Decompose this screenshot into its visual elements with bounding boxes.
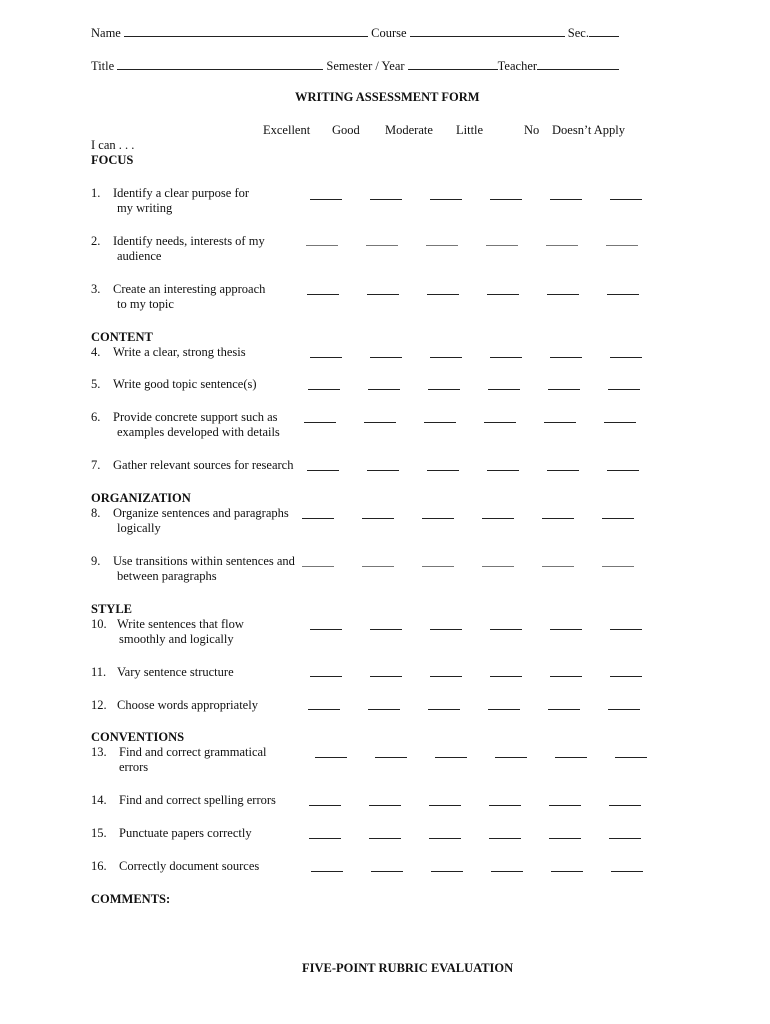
item-text-line2: between paragraphs bbox=[117, 569, 217, 583]
list-item bbox=[91, 506, 289, 536]
item-text-line2: smoothly and logically bbox=[119, 632, 234, 646]
title-field[interactable] bbox=[117, 57, 323, 70]
list-item bbox=[91, 826, 252, 841]
rating-blank[interactable] bbox=[495, 757, 527, 758]
item-text-line1: Find and correct spelling errors bbox=[119, 793, 276, 807]
rating-blank[interactable] bbox=[607, 294, 639, 295]
item-number: 12. bbox=[91, 698, 107, 712]
rating-blank[interactable] bbox=[366, 245, 398, 246]
rating-blank[interactable] bbox=[610, 629, 642, 630]
intro-text: I can . . . bbox=[91, 138, 135, 152]
rating-blank[interactable] bbox=[429, 805, 461, 806]
rating-blank[interactable] bbox=[370, 676, 402, 677]
list-item bbox=[91, 234, 265, 264]
item-number: 16. bbox=[91, 859, 107, 873]
rating-blank[interactable] bbox=[368, 389, 400, 390]
item-number: 10. bbox=[91, 617, 107, 631]
rating-blank[interactable] bbox=[489, 805, 521, 806]
rating-blank[interactable] bbox=[310, 199, 342, 200]
rating-blank[interactable] bbox=[424, 422, 456, 423]
rating-blank[interactable] bbox=[550, 676, 582, 677]
rating-blank[interactable] bbox=[550, 629, 582, 630]
name-row bbox=[91, 24, 619, 41]
list-item bbox=[91, 665, 234, 680]
rating-blank[interactable] bbox=[490, 357, 522, 358]
rating-blank[interactable] bbox=[370, 357, 402, 358]
rating-blank[interactable] bbox=[426, 245, 458, 246]
name-field[interactable] bbox=[124, 24, 368, 37]
item-text-line1: Write sentences that flow bbox=[117, 617, 244, 631]
rating-blank[interactable] bbox=[602, 518, 634, 519]
rating-blank[interactable] bbox=[304, 422, 336, 423]
item-text-line1: Identify needs, interests of my bbox=[113, 234, 265, 248]
column-header-no: No bbox=[524, 123, 540, 137]
item-number: 13. bbox=[91, 745, 107, 759]
rating-blank[interactable] bbox=[367, 470, 399, 471]
title-row bbox=[91, 57, 619, 74]
item-text-line2: audience bbox=[117, 249, 162, 263]
item-text-line1: Punctuate papers correctly bbox=[119, 826, 252, 840]
rating-blank[interactable] bbox=[488, 389, 520, 390]
rating-blank[interactable] bbox=[610, 676, 642, 677]
column-header-excellent: Excellent bbox=[263, 123, 311, 137]
rating-blank[interactable] bbox=[430, 199, 462, 200]
semester-year-field[interactable] bbox=[408, 57, 498, 70]
rating-blank[interactable] bbox=[544, 422, 576, 423]
list-item bbox=[91, 345, 246, 360]
item-number: 7. bbox=[91, 458, 101, 472]
section-organization: ORGANIZATION bbox=[91, 491, 191, 505]
item-text-line2: my writing bbox=[117, 201, 173, 215]
list-item bbox=[91, 745, 267, 775]
rating-blank[interactable] bbox=[542, 566, 574, 567]
comments-label: COMMENTS: bbox=[91, 892, 171, 906]
rating-blank[interactable] bbox=[547, 470, 579, 471]
rating-blank[interactable] bbox=[302, 518, 334, 519]
rating-blank[interactable] bbox=[547, 294, 579, 295]
item-text-line1: Use transitions within sentences and bbox=[113, 554, 295, 568]
rating-blank[interactable] bbox=[548, 389, 580, 390]
rating-blank[interactable] bbox=[549, 805, 581, 806]
item-text-line2: examples developed with details bbox=[117, 425, 280, 439]
rating-blank[interactable] bbox=[364, 422, 396, 423]
item-number: 6. bbox=[91, 410, 101, 424]
rating-blank[interactable] bbox=[608, 709, 640, 710]
footer-title: FIVE-POINT RUBRIC EVALUATION bbox=[302, 961, 514, 975]
sec-field[interactable] bbox=[589, 24, 619, 37]
item-number: 3. bbox=[91, 282, 101, 296]
rating-blank[interactable] bbox=[370, 629, 402, 630]
rating-blank[interactable] bbox=[546, 245, 578, 246]
rating-blank[interactable] bbox=[548, 709, 580, 710]
course-field[interactable] bbox=[410, 24, 565, 37]
teacher-field[interactable] bbox=[537, 57, 619, 70]
item-text-line1: Choose words appropriately bbox=[117, 698, 258, 712]
list-item bbox=[91, 377, 257, 392]
list-item bbox=[91, 617, 244, 647]
rating-blank[interactable] bbox=[302, 566, 334, 567]
rating-blank[interactable] bbox=[310, 676, 342, 677]
rating-blank[interactable] bbox=[490, 676, 522, 677]
list-item bbox=[91, 410, 280, 440]
rating-blank[interactable] bbox=[428, 709, 460, 710]
rating-blank[interactable] bbox=[370, 199, 402, 200]
item-text-line1: Organize sentences and paragraphs bbox=[113, 506, 289, 520]
rating-blank[interactable] bbox=[369, 805, 401, 806]
rating-blank[interactable] bbox=[311, 871, 343, 872]
rating-blank[interactable] bbox=[607, 470, 639, 471]
rating-blank[interactable] bbox=[611, 871, 643, 872]
rating-blank[interactable] bbox=[555, 757, 587, 758]
list-item bbox=[91, 698, 258, 713]
item-number: 14. bbox=[91, 793, 107, 807]
list-item bbox=[91, 186, 249, 216]
item-number: 15. bbox=[91, 826, 107, 840]
course-label: Course bbox=[371, 26, 407, 40]
rating-blank[interactable] bbox=[375, 757, 407, 758]
rating-blank[interactable] bbox=[606, 245, 638, 246]
rating-blank[interactable] bbox=[484, 422, 516, 423]
column-header-good: Good bbox=[332, 123, 360, 137]
rating-blank[interactable] bbox=[307, 294, 339, 295]
rating-blank[interactable] bbox=[602, 566, 634, 567]
rating-blank[interactable] bbox=[435, 757, 467, 758]
item-text-line2: errors bbox=[119, 760, 149, 774]
rating-blank[interactable] bbox=[371, 871, 403, 872]
item-text-line1: Identify a clear purpose for bbox=[113, 186, 250, 200]
rating-blank[interactable] bbox=[490, 199, 522, 200]
rating-blank[interactable] bbox=[315, 757, 347, 758]
item-text-line1: Provide concrete support such as bbox=[113, 410, 278, 424]
rating-blank[interactable] bbox=[487, 470, 519, 471]
rating-blank[interactable] bbox=[490, 629, 522, 630]
semester-year-label: Semester / Year bbox=[326, 59, 405, 73]
rating-blank[interactable] bbox=[308, 709, 340, 710]
rating-blank[interactable] bbox=[427, 470, 459, 471]
rating-blank[interactable] bbox=[430, 357, 462, 358]
title-label: Title bbox=[91, 59, 115, 73]
item-text-line1: Write a clear, strong thesis bbox=[113, 345, 246, 359]
item-number: 2. bbox=[91, 234, 101, 248]
rating-blank[interactable] bbox=[430, 629, 462, 630]
rating-blank[interactable] bbox=[367, 294, 399, 295]
rating-blank[interactable] bbox=[487, 294, 519, 295]
rating-blank[interactable] bbox=[615, 757, 647, 758]
rating-blank[interactable] bbox=[491, 871, 523, 872]
rating-blank[interactable] bbox=[482, 518, 514, 519]
item-number: 4. bbox=[91, 345, 101, 359]
rating-blank[interactable] bbox=[549, 838, 581, 839]
rating-blank[interactable] bbox=[422, 518, 454, 519]
item-number: 11. bbox=[91, 665, 107, 679]
rating-blank[interactable] bbox=[604, 422, 636, 423]
rating-blank[interactable] bbox=[308, 389, 340, 390]
rating-blank[interactable] bbox=[428, 389, 460, 390]
sec-label: Sec. bbox=[567, 26, 589, 40]
rating-blank[interactable] bbox=[429, 838, 461, 839]
rating-blank[interactable] bbox=[608, 389, 640, 390]
rating-blank[interactable] bbox=[482, 566, 514, 567]
rating-blank[interactable] bbox=[542, 518, 574, 519]
rating-blank[interactable] bbox=[551, 871, 583, 872]
rating-blank[interactable] bbox=[430, 676, 462, 677]
rating-blank[interactable] bbox=[489, 838, 521, 839]
item-number: 8. bbox=[91, 506, 101, 520]
rating-blank[interactable] bbox=[368, 709, 400, 710]
form-title: WRITING ASSESSMENT FORM bbox=[295, 90, 480, 104]
rating-blank[interactable] bbox=[550, 199, 582, 200]
item-text-line1: Create an interesting approach bbox=[113, 282, 266, 296]
rating-blank[interactable] bbox=[550, 357, 582, 358]
rating-blank[interactable] bbox=[310, 357, 342, 358]
list-item bbox=[91, 458, 293, 473]
rating-blank[interactable] bbox=[362, 518, 394, 519]
rating-blank[interactable] bbox=[427, 294, 459, 295]
item-number: 9. bbox=[91, 554, 101, 568]
name-label: Name bbox=[91, 26, 121, 40]
list-item bbox=[91, 859, 259, 874]
column-header-little: Little bbox=[456, 123, 484, 137]
item-text-line1: Write good topic sentence(s) bbox=[113, 377, 257, 391]
list-item bbox=[91, 554, 295, 584]
rating-blank[interactable] bbox=[369, 838, 401, 839]
rating-blank[interactable] bbox=[310, 629, 342, 630]
rating-blank[interactable] bbox=[610, 199, 642, 200]
list-item bbox=[91, 282, 265, 312]
rating-blank[interactable] bbox=[307, 470, 339, 471]
item-text-line2: logically bbox=[117, 521, 161, 535]
item-number: 5. bbox=[91, 377, 101, 391]
list-item bbox=[91, 793, 276, 808]
rating-blank[interactable] bbox=[486, 245, 518, 246]
rating-blank[interactable] bbox=[610, 357, 642, 358]
rating-blank[interactable] bbox=[309, 838, 341, 839]
column-header-doesnt-apply: Doesn’t Apply bbox=[552, 123, 626, 137]
item-text-line2: to my topic bbox=[117, 297, 174, 311]
item-text-line1: Gather relevant sources for research bbox=[113, 458, 294, 472]
rating-blank[interactable] bbox=[362, 566, 394, 567]
rating-blank[interactable] bbox=[309, 805, 341, 806]
column-header-moderate: Moderate bbox=[385, 123, 433, 137]
rating-blank[interactable] bbox=[609, 805, 641, 806]
section-conventions: CONVENTIONS bbox=[91, 730, 185, 744]
item-text-line1: Find and correct grammatical bbox=[119, 745, 267, 759]
item-text-line1: Vary sentence structure bbox=[117, 665, 234, 679]
section-style: STYLE bbox=[91, 602, 132, 616]
rating-blank[interactable] bbox=[422, 566, 454, 567]
section-focus: FOCUS bbox=[91, 153, 134, 167]
rating-blank[interactable] bbox=[306, 245, 338, 246]
rating-blank[interactable] bbox=[609, 838, 641, 839]
item-number: 1. bbox=[91, 186, 101, 200]
rating-blank[interactable] bbox=[431, 871, 463, 872]
teacher-label: Teacher bbox=[497, 59, 538, 73]
section-content: CONTENT bbox=[91, 330, 153, 344]
item-text-line1: Correctly document sources bbox=[119, 859, 260, 873]
rating-blank[interactable] bbox=[488, 709, 520, 710]
